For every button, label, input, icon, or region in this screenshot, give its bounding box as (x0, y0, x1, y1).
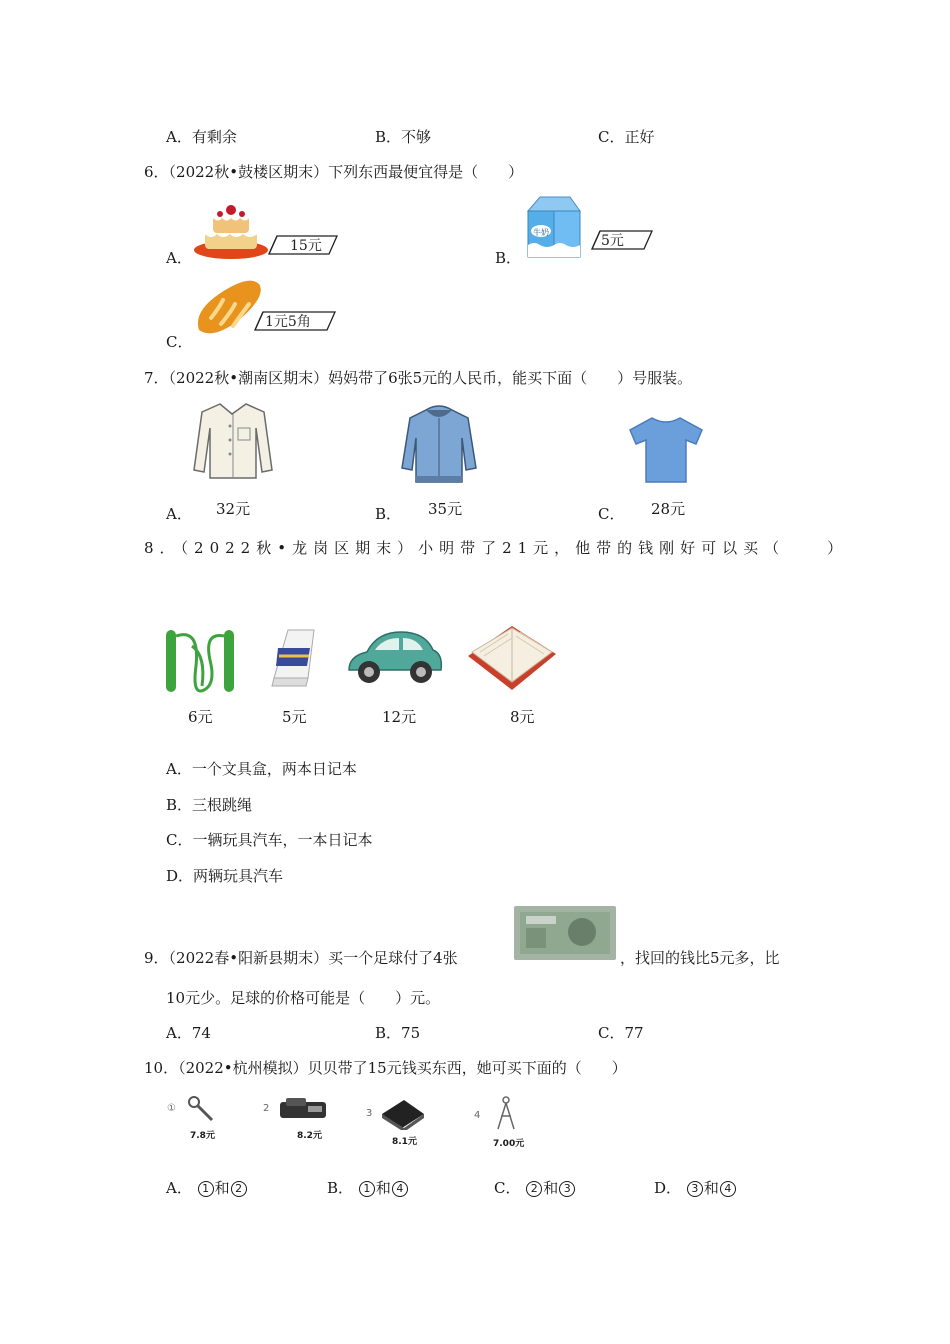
q10-option-a-second: 2 (231, 1181, 247, 1197)
toy-car-icon (345, 628, 443, 686)
q10-item-num-4: 4 (474, 1110, 481, 1121)
q10-item-num-2: 2 (263, 1103, 270, 1114)
q7-label-b: B． (375, 505, 402, 523)
banknote-icon (512, 904, 618, 962)
q10-option-d-second: 4 (720, 1181, 736, 1197)
q7-price-b: 35元 (428, 500, 463, 518)
q9-option-c: C．77 (598, 1024, 644, 1042)
q10-option-b (327, 1178, 409, 1198)
q10-option-a-and: 和 (214, 1179, 230, 1197)
eraser-icon (270, 628, 322, 690)
q8-option-c: C．一辆玩具汽车，一本日记本 (166, 831, 373, 849)
q8-stem: 8．（2022秋•龙岗区期末）小明带了21元，他带的钱刚好可以买（ ） (144, 539, 849, 557)
t-shirt-icon (626, 414, 706, 484)
q9-stem-b: ，找回的钱比5元多，比 (620, 949, 780, 967)
q10-item-num-1: ① (167, 1103, 176, 1114)
q5-option-b: B．不够 (375, 128, 432, 146)
q7-label-a: A． (166, 505, 192, 523)
q10-option-c-first: 2 (526, 1181, 542, 1197)
q10-option-c (494, 1178, 576, 1198)
q10-option-a-letter: A． (166, 1179, 192, 1197)
q10-option-c-letter: C． (494, 1179, 521, 1197)
q7-price-c: 28元 (651, 500, 686, 518)
milk-label: 牛奶 (533, 228, 549, 237)
q5-option-c: C．正好 (598, 128, 655, 146)
q6-tag-a: 15元 (290, 238, 322, 254)
q10-option-d-letter: D． (654, 1179, 682, 1197)
q10-item-num-3: 3 (366, 1108, 373, 1119)
q10-option-d-first: 3 (687, 1181, 703, 1197)
jump-rope-icon (162, 626, 238, 696)
q10-price-1: 7.8元 (190, 1131, 215, 1141)
q10-option-c-and: 和 (543, 1179, 559, 1197)
q8-price-4: 8元 (510, 708, 535, 726)
q8-price-3: 12元 (382, 708, 417, 726)
jacket-icon (400, 404, 478, 484)
notebook-icon (464, 622, 560, 692)
q8-price-1: 6元 (188, 708, 213, 726)
q10-option-b-second: 4 (392, 1181, 408, 1197)
q8-price-2: 5元 (282, 708, 307, 726)
q10-price-4: 7.00元 (493, 1139, 525, 1149)
milk-carton-icon (522, 193, 654, 261)
q8-option-b: B．三根跳绳 (166, 796, 253, 814)
q10-option-b-letter: B． (327, 1179, 354, 1197)
q7-stem: 7．（2022秋•潮南区期末）妈妈带了6张5元的人民币，能买下面（ ）号服装。 (144, 369, 693, 387)
q6-label-c: C． (166, 333, 193, 351)
q6-tag-b: 5元 (601, 233, 624, 249)
q6-label-a: A． (166, 249, 192, 267)
q10-option-d (654, 1178, 737, 1198)
q9-stem-c: 10元少。足球的价格可能是（ ）元。 (166, 989, 441, 1007)
q7-label-c: C． (598, 505, 625, 523)
q6-tag-c: 1元5角 (265, 314, 311, 330)
q10-option-c-second: 3 (559, 1181, 575, 1197)
q7-price-a: 32元 (216, 500, 251, 518)
q10-price-3: 8.1元 (392, 1137, 417, 1147)
q10-option-a (166, 1178, 248, 1198)
shirt-icon (192, 400, 274, 484)
q10-option-a-first: 1 (198, 1181, 214, 1197)
q9-option-a: A．74 (166, 1024, 211, 1042)
q6-stem: 6．（2022秋•鼓楼区期末）下列东西最便宜得是（ ） (144, 163, 524, 181)
q10-option-b-and: 和 (375, 1179, 391, 1197)
pencil-case-icon (278, 1096, 328, 1122)
q6-label-b: B． (495, 249, 522, 267)
key-icon (186, 1094, 216, 1124)
compass-icon (492, 1094, 522, 1134)
book-icon (378, 1096, 426, 1130)
q8-option-d: D．两辆玩具汽车 (166, 867, 284, 885)
q10-price-2: 8.2元 (297, 1131, 322, 1141)
bread-icon (193, 278, 339, 344)
q8-option-a: A．一个文具盒，两本日记本 (166, 760, 357, 778)
q10-stem: 10．（2022•杭州模拟）贝贝带了15元钱买东西，她可买下面的（ ） (144, 1059, 627, 1077)
q9-option-b: B．75 (375, 1024, 421, 1042)
cake-icon (193, 200, 349, 262)
q10-option-b-first: 1 (359, 1181, 375, 1197)
q10-option-d-and: 和 (703, 1179, 719, 1197)
q9-stem-a: 9．（2022春•阳新县期末）买一个足球付了4张 (144, 949, 458, 967)
q5-option-a: A．有剩余 (166, 128, 237, 146)
